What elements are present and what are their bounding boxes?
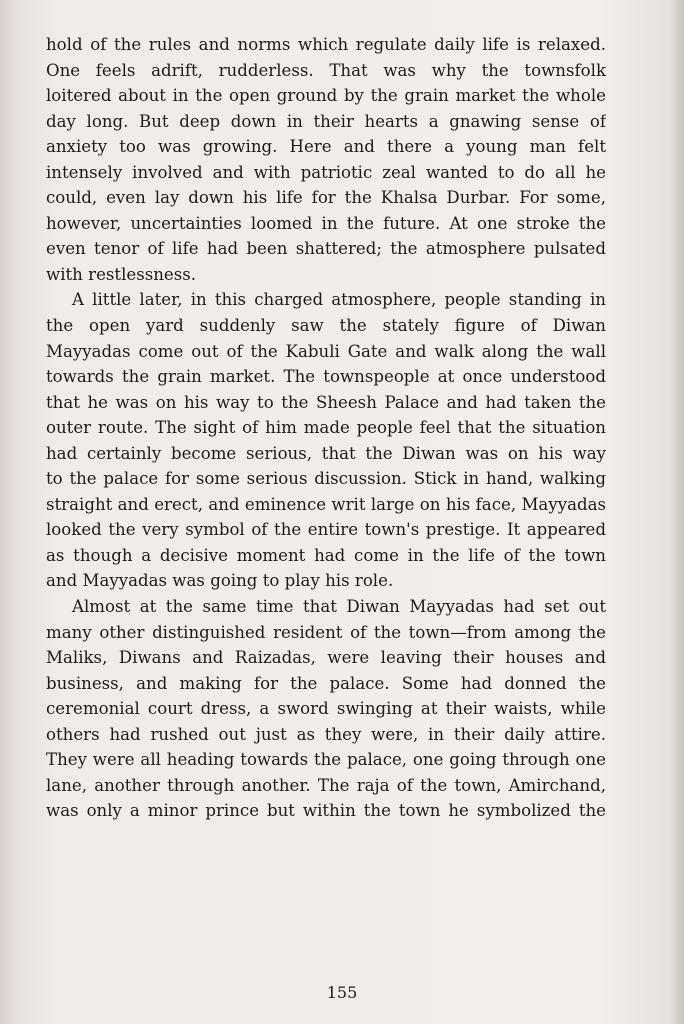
text-line: with restlessness. [46, 264, 197, 284]
paragraph-1 [46, 32, 606, 287]
text-line: to the palace for some serious discussion. Stick in hand, walking [46, 469, 606, 489]
text-line: Mayyadas come out of the Kabuli Gate and walk along the wall [46, 341, 606, 361]
text-line: ceremonial court dress, a sword swinging at their waists, while [46, 699, 606, 719]
text-line: They were all heading towards the palace, one going through one [46, 750, 606, 770]
text-line: others had rushed out just as they were, in their daily attire. [46, 724, 606, 744]
text-line: however, uncertainties loomed in the future. At one stroke the [46, 213, 606, 233]
paragraph-2 [46, 287, 606, 594]
text-line: intensely involved and with patriotic zeal wanted to do all he [46, 162, 606, 182]
text-line: straight and erect, and eminence writ large on his face, Mayyadas [46, 494, 606, 514]
body-text [46, 32, 606, 824]
text-line: Maliks, Diwans and Raizadas, were leaving their houses and [46, 648, 606, 668]
text-line: even tenor of life had been shattered; the atmosphere pulsated [46, 239, 606, 259]
text-line: and Mayyadas was going to play his role. [46, 571, 394, 591]
text-line: that he was on his way to the Sheesh Palace and had taken the [46, 392, 606, 412]
page-number: 155 [326, 983, 358, 1002]
text-line: was only a minor prince but within the town he symbolized the [46, 801, 606, 821]
text-line: outer route. The sight of him made people feel that the situation [46, 418, 606, 438]
text-line: A little later, in this charged atmosphere, people standing in [72, 290, 606, 310]
text-line: hold of the rules and norms which regulate daily life is relaxed. [46, 35, 606, 54]
paragraph-3 [46, 594, 606, 824]
text-line: lane, another through another. The raja of the town, Amirchand, [46, 775, 606, 795]
text-line: had certainly become serious, that the Diwan was on his way [46, 443, 606, 463]
text-line: many other distinguished resident of the town—from among the [46, 622, 606, 642]
text-line: looked the very symbol of the entire town's prestige. It appeared [46, 520, 606, 540]
page-gutter-shadow [670, 0, 684, 1024]
text-line: One feels adrift, rudderless. That was why the townsfolk [46, 60, 606, 80]
text-line: loitered about in the open ground by the grain market the whole [46, 86, 606, 106]
text-line: day long. But deep down in their hearts a gnawing sense of [46, 111, 606, 131]
text-line: business, and making for the palace. Some had donned the [46, 673, 606, 693]
text-line: towards the grain market. The townspeople at once understood [46, 367, 606, 387]
text-line: as though a decisive moment had come in the life of the town [46, 545, 606, 565]
text-line: the open yard suddenly saw the stately figure of Diwan [46, 316, 606, 336]
text-line: could, even lay down his life for the Khalsa Durbar. For some, [46, 188, 606, 208]
text-line: Almost at the same time that Diwan Mayyadas had set out [72, 597, 606, 617]
text-line: anxiety too was growing. Here and there a young man felt [46, 137, 606, 157]
